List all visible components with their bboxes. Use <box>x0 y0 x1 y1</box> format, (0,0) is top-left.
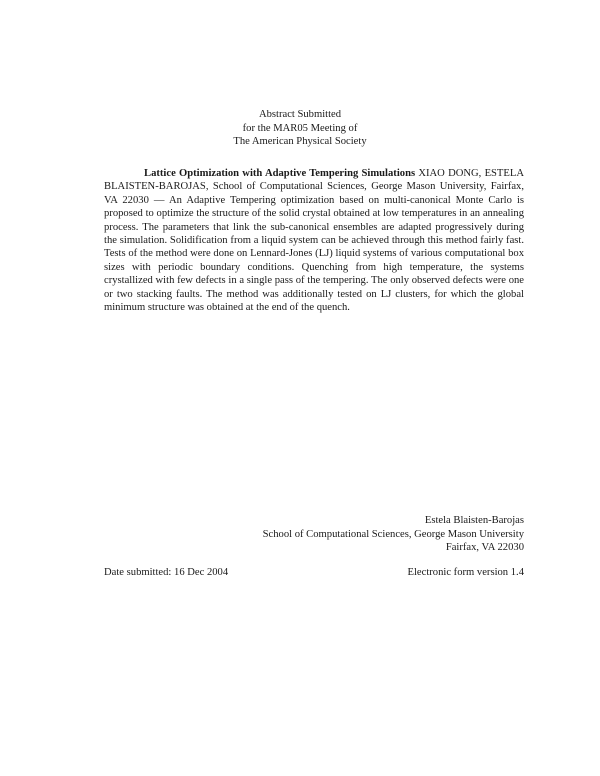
submitter-location: Fairfax, VA 22030 <box>445 542 524 553</box>
abstract-affiliation: School of Computational Sciences, George Mason University, Fairfax, VA 22030 <box>104 181 524 206</box>
header-line-3: The American Physical Society <box>233 136 367 147</box>
submitter-institution: School of Computational Sciences, George Mason University <box>262 528 524 540</box>
submission-header <box>0 108 600 149</box>
abstract-body: An Adaptive Tempering optimization based on multi-canonical Monte Carlo is proposed to optimize the structure of the solid crystal obtained at low temperatures in an annealing process. The parameters that link the sub-canonical ensembles are adapted progressively during the simulation. Solidification from a liquid system can be achieved through this method fairly fast. Tests of the method were done on Lennard-Jones (LJ) liquid systems of various computational box sizes with periodic boundary conditions. Quenching from high temperature, the systems crystallized with few defects in a single pass of the tempering. The only observed defects were one or two stacking faults. The method was additionally tested on LJ clusters, for which the global minimum structure was obtained at the end of the quench. <box>104 194 525 314</box>
abstract-title: Lattice Optimization with Adaptive Tempering Simulations <box>144 168 416 179</box>
submitter-name: Estela Blaisten-Barojas <box>424 515 524 526</box>
abstract-text <box>104 167 524 314</box>
date-submitted: Date submitted: 16 Dec 2004 <box>104 567 229 578</box>
form-version: Electronic form version 1.4 <box>407 567 524 578</box>
abstract-authors: XIAO DONG, ESTELA BLAISTEN-BAROJAS, <box>104 168 524 193</box>
header-line-2: for the MAR05 Meeting of <box>242 122 358 134</box>
submitter-signature <box>263 514 524 555</box>
abstract-separator: — <box>153 194 165 206</box>
header-line-1: Abstract Submitted <box>258 109 342 120</box>
